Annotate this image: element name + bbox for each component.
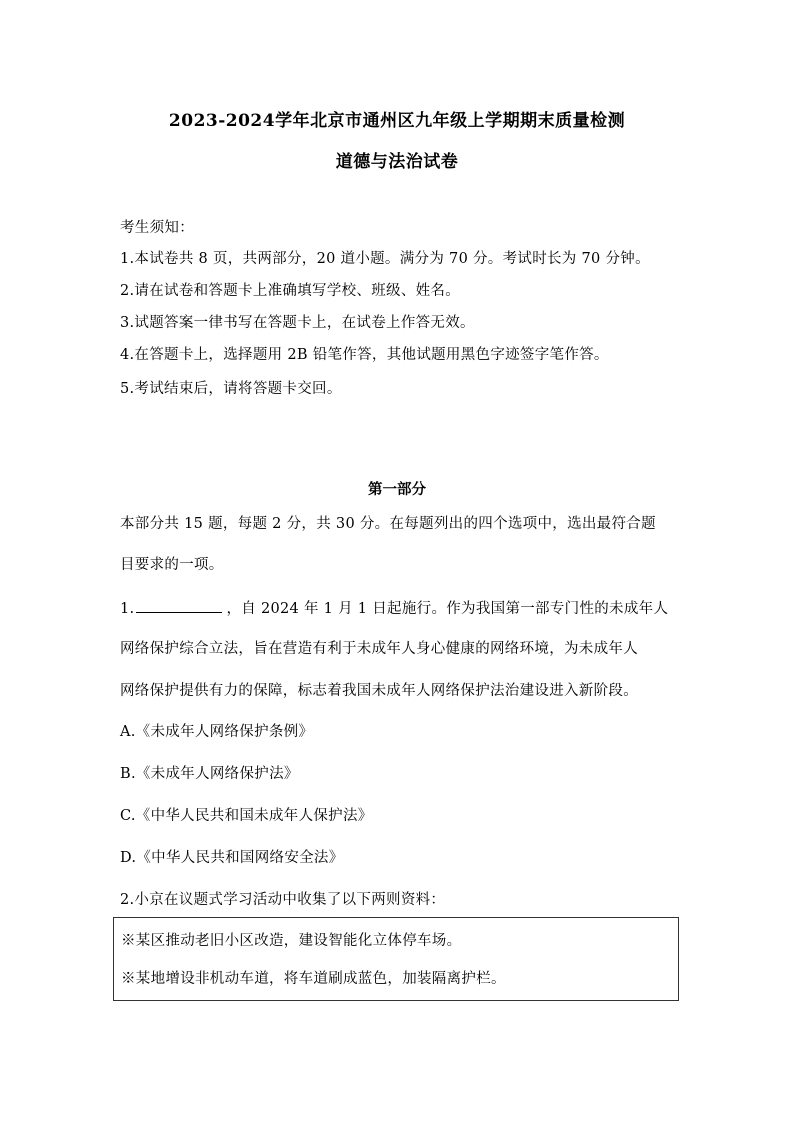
material-item: ※某地增设非机动车道，将车道刷成蓝色，加装隔离护栏。 (121, 971, 506, 987)
exam-subtitle: 道德与法治试卷 (335, 152, 459, 172)
question-1-number: 1. (120, 601, 135, 617)
notice-item: 4.在答题卡上，选择题用 2B 铅笔作答，其他试题用黑色字迹签字笔作答。 (120, 347, 609, 363)
notice-item: 1.本试卷共 8 页，共两部分，20 道小题。满分为 70 分。考试时长为 70 分钟。 (120, 251, 650, 267)
option-b: B.《未成年人网络保护法》 (120, 766, 299, 782)
question-1-stem (120, 596, 668, 618)
part-one-intro: 本部分共 15 题，每题 2 分，共 30 分。在每题列出的四个选项中，选出最符合题 (120, 516, 656, 532)
notice-heading: 考生须知： (120, 220, 194, 236)
question-1-stem-line: 网络保护提供有力的保障，标志着我国未成年人网络保护法治建设进入新阶段。 (120, 683, 638, 699)
question-1-stem-text: ，自 2024 年 1 月 1 日起施行。作为我国第一部专门性的未成年人 (226, 601, 669, 617)
question-2-stem: 2.小京在议题式学习活动中收集了以下两则资料： (120, 892, 446, 908)
exam-title: 2023-2024学年北京市通州区九年级上学期期末质量检测 (168, 111, 626, 131)
material-item: ※某区推动老旧小区改造，建设智能化立体停车场。 (121, 933, 462, 949)
option-d: D.《中华人民共和国网络安全法》 (120, 850, 344, 866)
notice-item: 2.请在试卷和答题卡上准确填写学校、班级、姓名。 (120, 283, 461, 299)
part-one-intro: 目要求的一项。 (120, 557, 224, 573)
materials-box (113, 917, 679, 1001)
option-c: C.《中华人民共和国未成年人保护法》 (120, 808, 373, 824)
option-a: A.《未成年人网络保护条例》 (120, 724, 314, 740)
notice-item: 3.试题答案一律书写在答题卡上，在试卷上作答无效。 (120, 315, 475, 331)
part-one-title: 第一部分 (368, 481, 426, 498)
notice-item: 5.考试结束后，请将答题卡交回。 (120, 381, 342, 397)
question-1-stem-line: 网络保护综合立法，旨在营造有利于未成年人身心健康的网络环境，为未成年人 (120, 641, 638, 657)
answer-blank (136, 596, 222, 613)
